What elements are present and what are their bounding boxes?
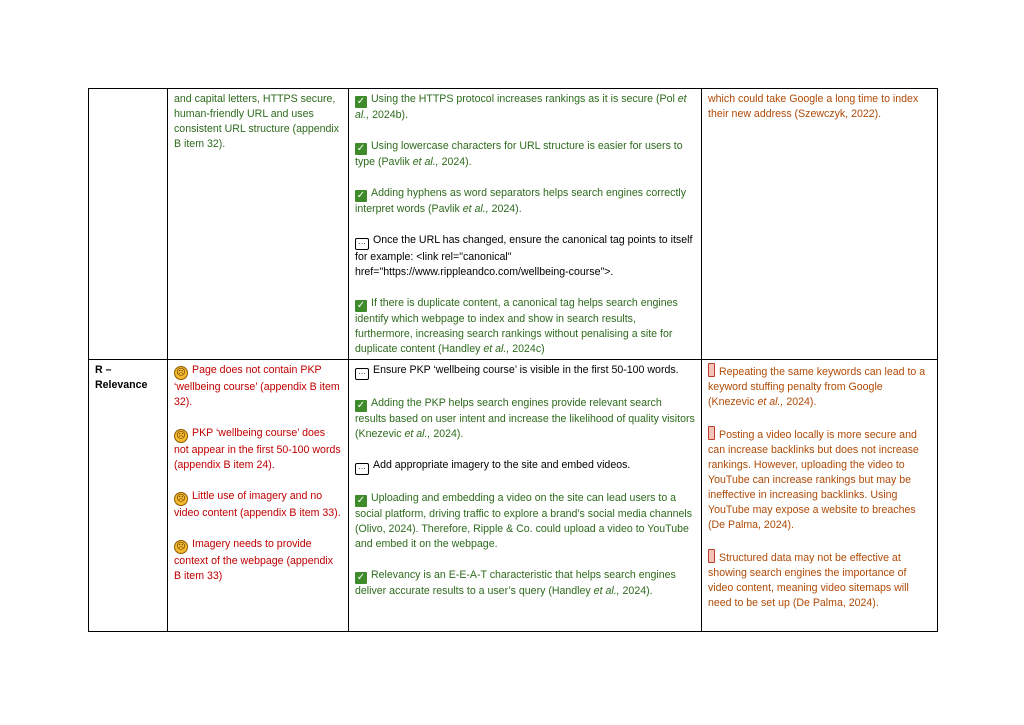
list-item: Repeating the same keywords can lead to a keyword stuffing penalty from Google (Knezevic et al., 2024). [708, 363, 931, 410]
check-icon: ✓ [356, 572, 366, 583]
frown-icon: ☹ [174, 540, 188, 554]
list-item: … Once the URL has changed, ensure the canonical tag points to itself for example: <link rel="canonical" href="https://www.rippleandco.com/wellbeing-course">. [355, 234, 693, 278]
risk-text: which could take Google a long time to index their new address (Szewczyk, 2022). [708, 93, 919, 120]
document-table [88, 88, 938, 632]
list-item: ✓ Adding hyphens as word separators helps search engines correctly interpret words (Pavlik et al., 2024). [355, 187, 687, 215]
list-item: ✓ Uploading and embedding a video on the site can lead users to a social platform, driving traffic to explore a brand’s social media channels (Olivo, 2024). Therefore, Ripple & Co. could upload a video to YouTube and embed it on the webpage. [355, 492, 693, 550]
check-icon: ✓ [356, 190, 366, 201]
warning-icon [708, 363, 715, 377]
comment-icon: … [355, 238, 369, 250]
list-item: ☹ Imagery needs to provide context of the webpage (appendix B item 33) [174, 538, 334, 582]
frown-icon: ☹ [174, 492, 188, 506]
warning-icon [708, 426, 715, 440]
list-item: Structured data may not be effective at showing search engines the importance of video content, meaning video sitemaps will need to be set up (De Palma, 2024). [708, 549, 931, 611]
list-item: ☹ PKP ‘wellbeing course’ does not appear in the first 50-100 words (appendix B item 24). [174, 427, 341, 471]
list-item: ✓ Using the HTTPS protocol increases rankings as it is secure (Pol et al., 2024b). [355, 93, 687, 121]
comment-icon: … [355, 368, 369, 380]
check-icon: ✓ [356, 300, 366, 311]
recommendations-cell [349, 89, 702, 360]
row-label-cell [89, 360, 168, 632]
list-item: ✓ Using lowercase characters for URL structure is easier for users to type (Pavlik et al., 2024). [355, 140, 683, 168]
check-icon: ✓ [356, 143, 366, 154]
table-row [89, 360, 938, 632]
frown-icon: ☹ [174, 429, 188, 443]
recommendations-cell [349, 360, 702, 632]
table-row [89, 89, 938, 360]
finding-text: and capital letters, HTTPS secure, human-friendly URL and uses consistent URL structure (appendix B item 32). [174, 93, 340, 150]
list-item: ✓ Adding the PKP helps search engines provide relevant search results based on user intent and increase the likelihood of quality visitors (Knezevic et al., 2024). [355, 397, 695, 440]
list-item: ☹ Page does not contain PKP ‘wellbeing course’ (appendix B item 32). [174, 364, 340, 408]
list-item: … Ensure PKP ‘wellbeing course’ is visible in the first 50-100 words. [355, 363, 695, 380]
list-item: … Add appropriate imagery to the site and embed videos. [355, 458, 695, 475]
comment-icon: … [355, 463, 369, 475]
frown-icon: ☹ [174, 366, 188, 380]
risks-cell [702, 89, 938, 360]
risks-cell [702, 360, 938, 632]
findings-cell [168, 89, 349, 360]
check-icon: ✓ [356, 400, 366, 411]
row-label: R – Relevance [95, 364, 148, 391]
check-icon: ✓ [356, 96, 366, 107]
check-icon: ✓ [356, 495, 366, 506]
row-label-cell [89, 89, 168, 360]
list-item: Posting a video locally is more secure and can increase backlinks but does not increase rankings. However, uploading the video to YouTube can increase rankings but may be ineffective in increasing backlinks. Using YouTube may expose a website to breaches (De Palma, 2024). [708, 426, 931, 533]
findings-cell [168, 360, 349, 632]
list-item: ✓ If there is duplicate content, a canonical tag helps search engines identify which webpage to index and show in search results, furthermore, increasing search rankings without penalising a site for duplicate content (Handley et al., 2024c) [355, 297, 678, 355]
warning-icon [708, 549, 715, 563]
list-item: ☹ Little use of imagery and no video content (appendix B item 33). [174, 490, 341, 519]
list-item: ✓ Relevancy is an E-E-A-T characteristic that helps search engines deliver accurate results to a user’s query (Handley et al., 2024). [355, 569, 676, 597]
